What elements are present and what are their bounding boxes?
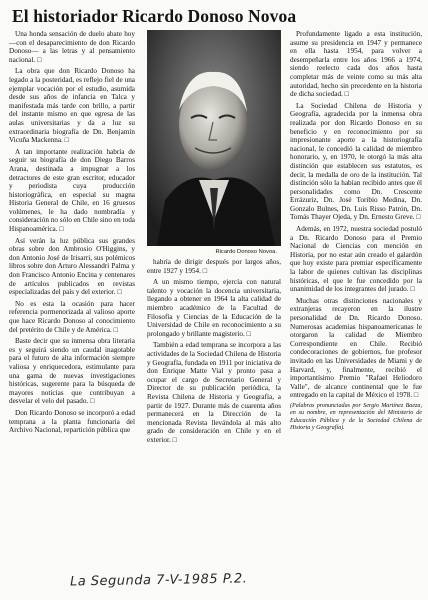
column-2-text: [147, 258, 281, 447]
paragraph: Así verán la luz pública sus grandes obras sobre don Ambrosio O'Higgins, y don Antonio José de Irisarri, sus polémicos libros sobre don Arturo Alessandri Palma y don Francisco Antonio Encina y centenares de artículos publicados en revistas especializadas del país y del exterior. □: [9, 236, 135, 297]
paragraph: Una honda sensación de duelo abate hoy —con el desaparecimiento de don Ricardo Donoso— a las letras y al pensamiento nacional. □: [9, 30, 135, 64]
handwritten-annotation: La Segunda 7-V-1985 P.2.: [69, 571, 248, 590]
paragraph: Profundamente ligado a esta institución, asume su presidencia en 1947 y permanece en ella hasta 1954, para volver a desempeñarla entre los años 1966 a 1974, siendo reelecto cada dos años hasta completar más de veinte como su más alta autoridad, hecho sin precedente en la historia de dicha sociedad. □: [290, 30, 422, 99]
column-3: [290, 30, 422, 435]
paragraph: La Sociedad Chilena de Historia y Geografía, agradecida por la inmensa obra realizada por don Ricardo Donoso en su beneficio y en reconocimiento por su impresionante aporte a la historiografía nacional, le concedió la calidad de miembro honorario, y, en 1970, le otorgó la más alta distinción que establecen sus estatutos, es decir, la medalla de oro de la institución. Tal distinción sólo la habían recibido antes que él personalidades como Dn. Crescente Errázuriz, Dn. José Toribio Medina, Dn. Gonzalo Bulnes, Dn. Luis Risso Patrón, Dn. Tomás Thayer Ojeda, y Dn. Ernesto Greve. □: [290, 101, 422, 222]
closing-note: (Palabras pronunciadas por Sergio Martínez Baeza, en su nombre, en representación del Ministerio de Educación Pública y de la Sociedad Chilena de Historia y Geografía).: [290, 402, 422, 431]
paragraph: Muchas otras distinciones nacionales y extranjeras recayeron en la ilustre personalidad de Dn. Ricardo Donoso. Numerosas academias hispanoamericanas le otorgaron la calidad de Miembro Correspondiente en Chile. Recibió condecoraciones de gobiernos, fue profesor invitado en las Universidades de Miami y de Harvard, y, finalmente, recibió el importantísimo Premio "Rafael Heliodoro Valle", de alcance continental que le fue entregado en la capital de México el 1978. □: [290, 296, 422, 400]
paragraph: Don Ricardo Donoso se incorporó a edad temprana a la planta funcionaria del Archivo Nacional, repartición pública que: [9, 408, 135, 435]
portrait-photo: [147, 30, 281, 246]
paragraph: Baste decir que su inmensa obra literaria es y seguirá siendo un caudal inagotable para el futuro de alta información siempre valiosa y enriquecedora, estimulante para una gama de nuevas investigaciones históricas, sugerente para la búsqueda de mayores noticias que contribuyan a desvelar el velo del pasado. □: [9, 337, 135, 406]
paragraph: Además, en 1972, nuestra sociedad postuló a Dn. Ricardo Donoso para el Premio Nacional de Ciencias con mención en Historia, por no estar aún creado el galardón que hoy existe para premiar específicamente la labor de quienes cultivan las disciplinas históricas, el que le fue concedido por la unanimidad de los integrantes del jurado. □: [290, 225, 422, 294]
portrait-image: [147, 30, 281, 246]
article-columns: [0, 30, 428, 574]
paragraph: habría de dirigir después por largos años, entre 1927 y 1954. □: [147, 258, 281, 275]
paragraph: A tan importante realización habría de seguir su biografía de don Diego Barros Arana, destinada a impugnar a los detractores de este gran escritor, educador y periodista cuya producción historiográfica, en especial su magna Historia General de Chile, en 16 gruesos volúmenes, le ha dado nombradía y consideración no sólo en Chile sino en toda Hispanoamérica. □: [9, 147, 135, 234]
headline: El historiador Ricardo Donoso Novoa: [12, 6, 297, 26]
paragraph: No es esta la ocasión para hacer referencia pormenorizada al valioso aporte que hace Ricardo Donoso al conocimiento del pretérito de Chile y de América. □: [9, 299, 135, 334]
paragraph: A un mismo tiempo, ejercía con natural talento y vocación la docencia universitaria, llegando a obtener en 1964 la alta calidad de miembro académico de la Facultad de Filosofía y Ciencias de la Educación de la Universidad de Chile en reconocimiento a su prolongado y brillante magisterio. □: [147, 278, 281, 338]
photo-caption: Ricardo Donoso Novoa.: [215, 249, 277, 255]
column-1: [9, 30, 135, 438]
paragraph: La obra que don Ricardo Donoso ha legado a la posteridad, es reflejo fiel de una ejemplar vocación por el estudio, asumida desde sus años de infancia en Talca y manifestada más tarde con brillo, a partir del instante mismo en que egresa de las aulas universitarias y da a luz su extraordinaria biografía de Dn. Benjamín Vicuña Mackenna. □: [9, 67, 135, 145]
paragraph: También a edad temprana se incorpora a las actividades de la Sociedad Chilena de Historia y Geografía, fundada en 1911 por iniciativa de don Enrique Matte Vial y pronto pasa a ocupar el cargo de Secretario General y Director de su publicación periódica, la Revista Chilena de Historia y Geografía, a partir de 1927. Durante más de cuarenta años permanecerá en la Dirección de la mencionada Revista llevándola al más alto grado de consideración en Chile y en el exterior. □: [147, 341, 281, 444]
